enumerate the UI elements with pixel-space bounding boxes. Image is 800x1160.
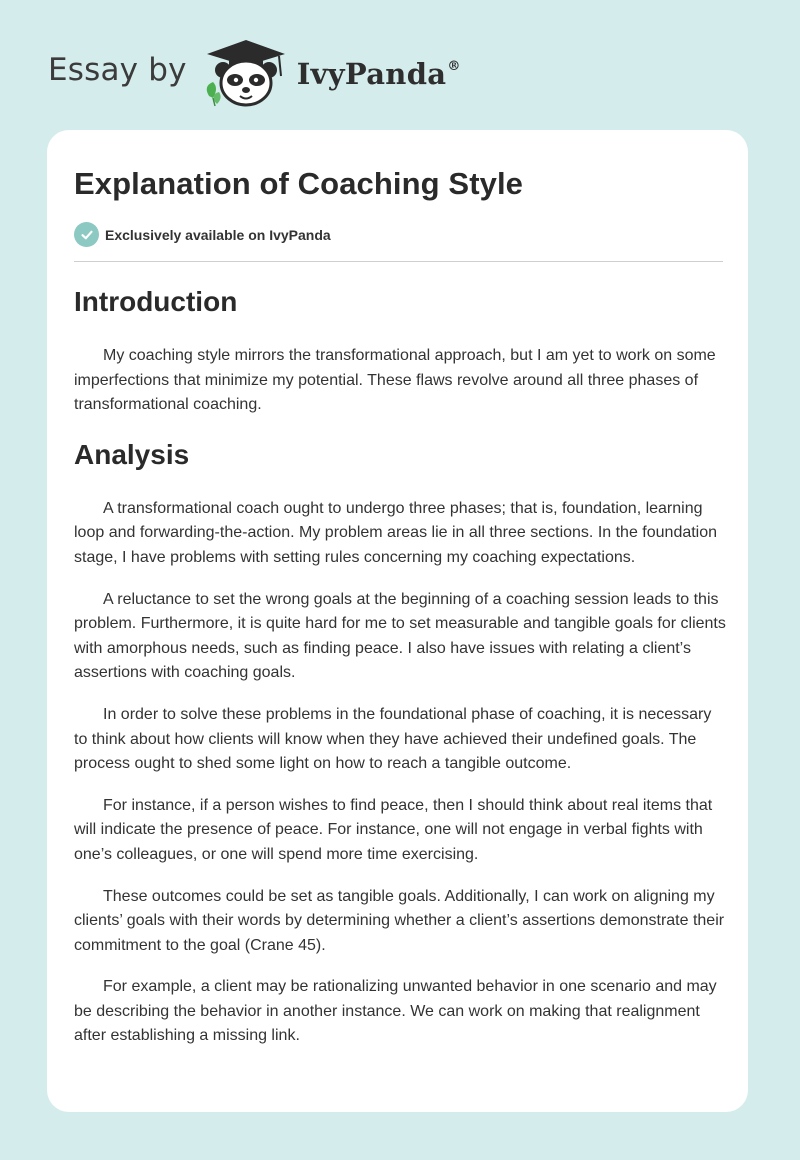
essay-body (74, 282, 726, 1066)
section-heading-analysis: Analysis (74, 438, 190, 470)
paragraph: My coaching style mirrors the transformational approach, but I am yet to work on some imperfections that minimize my potential. These flaws revolve around all three phases of transformational coaching. (74, 347, 716, 414)
check-circle-icon (74, 222, 99, 247)
essay-by-label: Essay by (48, 52, 187, 88)
exclusive-badge (74, 222, 331, 247)
paragraph: For instance, if a person wishes to find peace, then I should think about real items that will indicate the presence of peace. For instance, one will not engage in verbal fights with one’s colleagues, or one will spend more time exercising. (74, 796, 713, 863)
panda-graduate-icon (201, 36, 291, 108)
paragraph: A transformational coach ought to undergo three phases; that is, foundation, learning loop and forwarding-the-action. My problem areas lie in all three sections. In the foundation stage, I have problems with setting rules concerning my coaching expectations. (74, 499, 718, 566)
page-title: Explanation of Coaching Style (74, 166, 524, 201)
exclusive-label: Exclusively available on IvyPanda (105, 226, 331, 243)
section-heading-introduction: Introduction (74, 286, 238, 317)
brand-name (297, 57, 461, 91)
paragraph: For example, a client may be rationalizing unwanted behavior in one scenario and may be describing the behavior in another instance. We can work on making that realignment after establishing a missing link. (74, 978, 717, 1045)
registered-mark: ® (447, 59, 461, 74)
essay-card (47, 130, 748, 1112)
site-header (48, 36, 461, 108)
paragraph: In order to solve these problems in the foundational phase of coaching, it is necessary to think about how clients will know when they have achieved their undefined goals. The process ought to shed some light on how to reach a tangible outcome. (74, 705, 712, 773)
paragraph: A reluctance to set the wrong goals at the beginning of a coaching session leads to this problem. Furthermore, it is quite hard for me to set measurable and tangible goals for clients with amorphous needs, such as finding peace. I also have issues with relating a client’s assertions with coaching goals. (74, 590, 726, 682)
divider (74, 261, 723, 262)
brand-text: IvyPanda (296, 57, 447, 91)
paragraph: These outcomes could be set as tangible goals. Additionally, I can work on aligning my clients’ goals with their words by determining whether a client’s assertions demonstrate their commitment to the goal (Crane 45). (74, 887, 725, 954)
